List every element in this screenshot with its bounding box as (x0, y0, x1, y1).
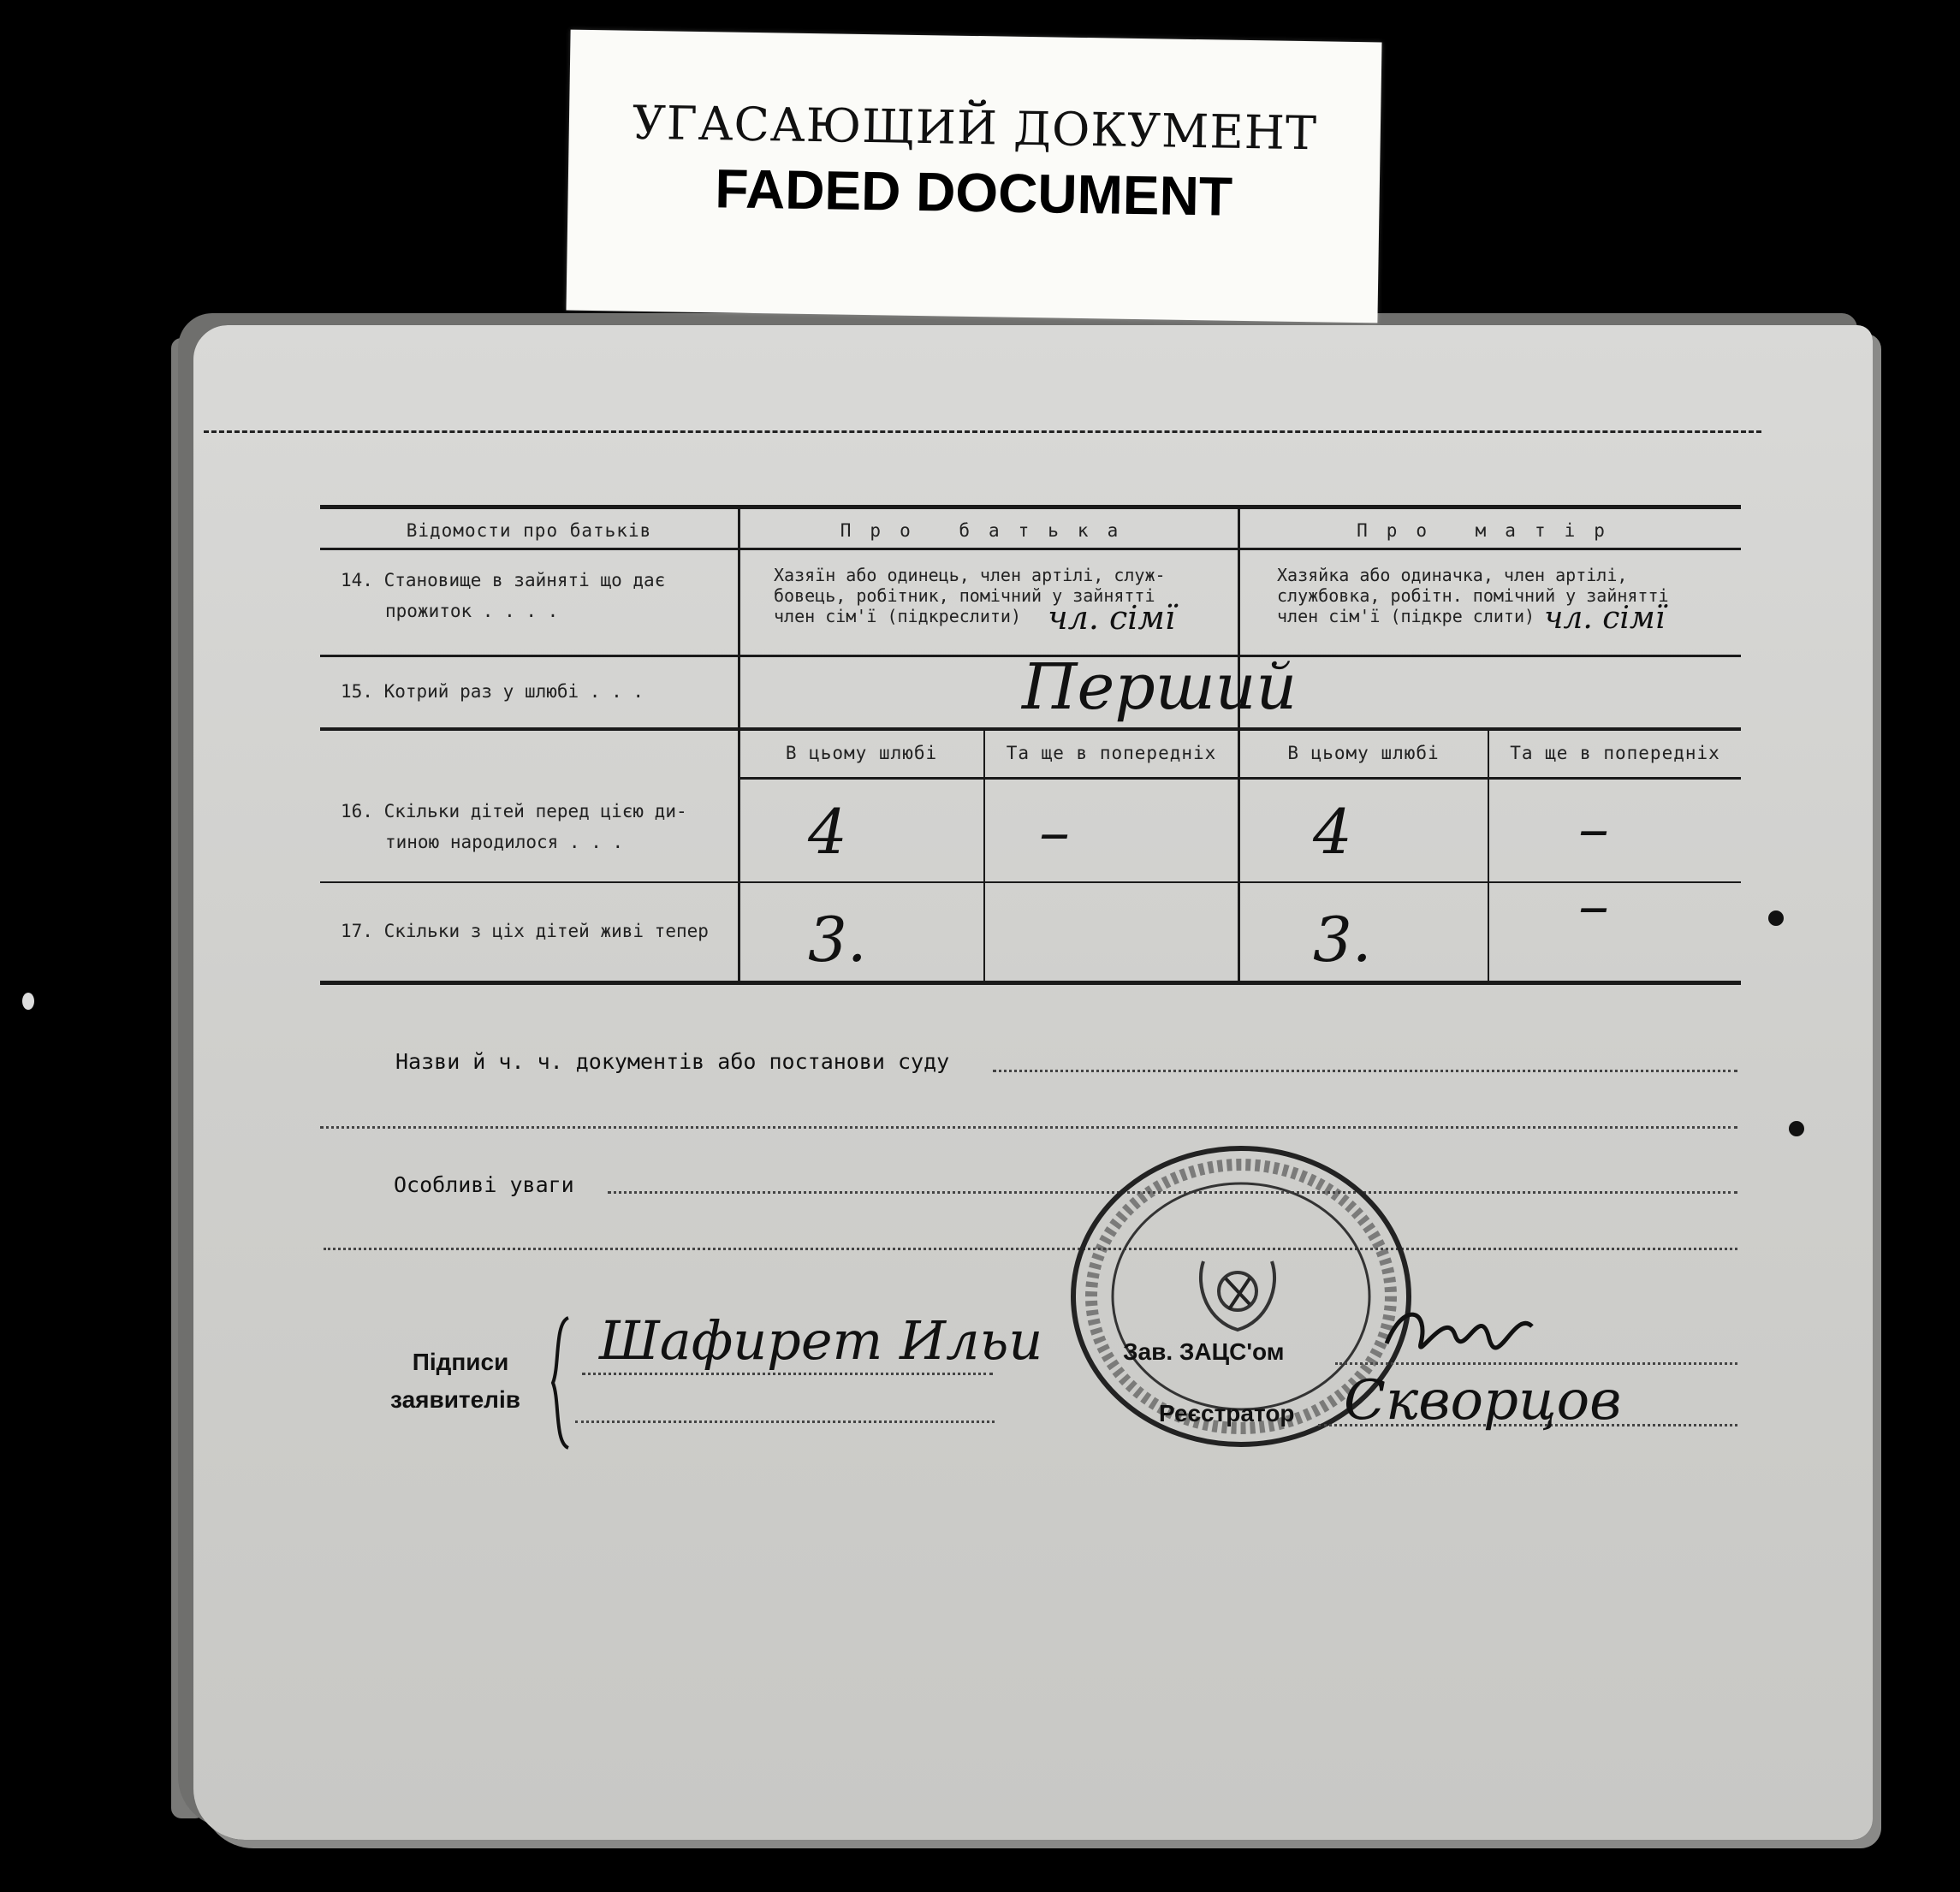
col-header-mother: Про матір (1357, 520, 1624, 541)
registrar-label: Реєстратор (1159, 1400, 1295, 1426)
row17-father-this-value: 3. (808, 904, 867, 976)
row16-mother-previous-value: – (1578, 792, 1609, 864)
row14-mother-line2: службовка, робітн. помічний у зайнятті (1277, 585, 1669, 606)
row17-label-text: Скільки з ціх дітей живі тепер (383, 921, 709, 941)
row14-father-line3: член сім'ї (підкреслити) (774, 606, 1021, 626)
row14-mother-text (1277, 565, 1739, 626)
applicants-brace (548, 1314, 573, 1451)
row16-father-previous-value: – (1039, 796, 1070, 868)
row17-mother-this-value: 3. (1313, 904, 1372, 976)
row14-father-line2: бовець, робітник, помічний у зайнятті (774, 585, 1155, 606)
row14-father-handwritten: чл. сімї (1048, 599, 1176, 637)
row16-label-line1: Скільки дітей перед цією ди- (383, 801, 687, 821)
tear-off-dashed-line (204, 430, 1761, 433)
row14-mother-line3: член сім'ї (підкре слити) (1277, 606, 1535, 626)
row14-mother-handwritten: чл. сімї (1544, 601, 1666, 636)
row15-label-text: Котрий раз у шлюбі . . . (383, 681, 644, 702)
subheader-mother-previous: Та ще в попередніх (1510, 743, 1720, 763)
documents-label: Назви й ч. ч. документів або постанови суду (395, 1049, 950, 1074)
row15-label (341, 676, 734, 707)
row17-number: 17. (341, 921, 373, 941)
registrar-signature: Скворцов (1344, 1369, 1622, 1432)
row14-father-line1: Хазяїн або одинець, член артілі, служ- (774, 565, 1166, 585)
head-zags-label: Зав. ЗАЦС'ом (1123, 1338, 1285, 1365)
row14-label (341, 565, 734, 626)
scan-mark (22, 993, 34, 1010)
row17-label (341, 916, 734, 946)
row14-mother-line1: Хазяйка або одиначка, член артілі, (1277, 565, 1628, 585)
subheader-father-previous: Та ще в попередніх (1006, 743, 1217, 763)
applicants-label-line1: Підписи (412, 1349, 509, 1375)
col-header-father: Про батька (840, 520, 1137, 541)
subheader-mother-this-marriage: В цьому шлюбі (1287, 743, 1440, 763)
row15-number: 15. (341, 681, 373, 702)
row16-father-this-value: 4 (808, 796, 847, 868)
row14-label-line1: Становище в зайняті що дає (383, 570, 666, 590)
row16-label (341, 796, 734, 857)
row16-mother-this-value: 4 (1313, 796, 1352, 868)
label-russian: УГАСАЮЩИЙ ДОКУМЕНТ (632, 95, 1318, 161)
binding-hole-1 (1768, 910, 1784, 926)
applicant-signature: Шафирет Ильи (599, 1309, 1043, 1372)
label-english: FADED DOCUMENT (714, 157, 1233, 228)
applicants-label-line2: заявителів (390, 1386, 520, 1413)
row16-label-line2: тиною народилося . . . (385, 832, 624, 852)
parents-info-table (320, 505, 1741, 984)
head-signature (1378, 1292, 1541, 1378)
row17-mother-previous-value: – (1578, 869, 1609, 941)
binding-hole-2 (1789, 1121, 1804, 1136)
notes-label: Особливі уваги (394, 1172, 574, 1197)
documents-line-2 (320, 1126, 1737, 1129)
col-header-parents-info: Відомости про батьків (406, 520, 652, 541)
documents-line-1 (993, 1070, 1737, 1072)
row16-number: 16. (341, 801, 373, 821)
faded-document-label (566, 30, 1381, 323)
notes-line-2 (324, 1248, 1737, 1250)
applicant-signature-line-2 (575, 1420, 995, 1423)
row14-number: 14. (341, 570, 373, 590)
applicant-signature-line-1 (582, 1373, 993, 1375)
subheader-father-this-marriage: В цьому шлюбі (785, 743, 938, 763)
row14-label-line2: прожиток . . . . (385, 601, 559, 621)
row15-handwritten-answer: Перший (1022, 650, 1298, 724)
